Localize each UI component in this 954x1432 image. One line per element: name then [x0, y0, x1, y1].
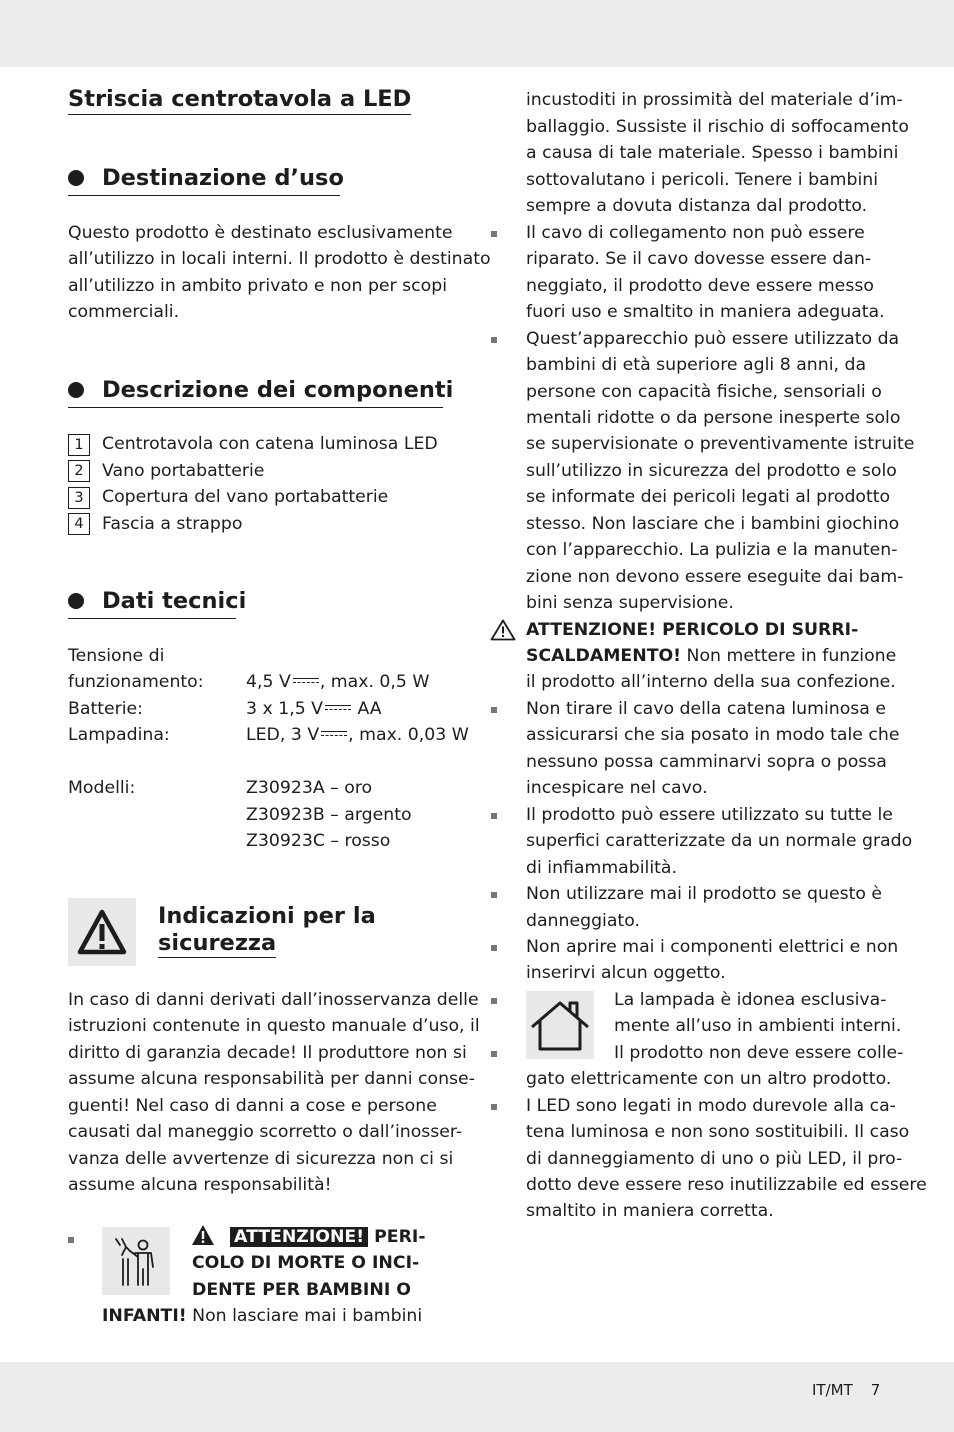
house-icon-box	[526, 991, 594, 1059]
paragraph-line: guenti! Nel caso di danni a cose e persone	[68, 1096, 437, 1116]
bullet-dot	[68, 593, 84, 609]
house-icon	[526, 991, 594, 1059]
spec-label: Tensione di	[68, 646, 165, 666]
section-heading-components	[68, 377, 454, 411]
child-warning-icon	[102, 1227, 170, 1295]
bullet-text-line: tena luminosa e non sono sostituibili. Il caso	[526, 1122, 910, 1142]
warning-triangle-icon	[68, 898, 136, 966]
spec-label: funzionamento:	[68, 672, 204, 692]
bullet-square	[491, 1051, 497, 1057]
warning-triangle-icon	[490, 619, 516, 641]
bullet-text-line: La lampada è idonea esclusiva-	[614, 990, 887, 1010]
bullet-text-line: zione non devono essere eseguite dai bam-	[526, 567, 904, 587]
paragraph-line: sottovalutano i pericoli. Tenere i bambini	[526, 170, 879, 190]
bullet-text-line: dotto deve essere reso inutilizzabile ed essere	[526, 1175, 927, 1195]
bullet-text-line: mente all’uso in ambienti interni.	[614, 1016, 902, 1036]
spec-label: Lampadina:	[68, 725, 170, 745]
paragraph-line: In caso di danni derivati dall’inosservanza delle	[68, 990, 479, 1010]
paragraph-line: Questo prodotto è destinato esclusivamente	[68, 223, 453, 243]
child-warning-line3: DENTE PER BAMBINI O	[192, 1280, 411, 1300]
component-label: Fascia a strappo	[102, 514, 243, 534]
model-value: Z30923B – argento	[246, 805, 412, 825]
overheat-warning-line3: il prodotto all’interno della sua confezione.	[526, 672, 896, 692]
bullet-square	[491, 998, 497, 1004]
paragraph-line: causati dal maneggio scorretto o dall’inosser-	[68, 1122, 463, 1142]
child-warning-line2: COLO DI MORTE O INCI-	[192, 1253, 420, 1273]
bullet-text-line: gato elettricamente con un altro prodotto.	[526, 1069, 892, 1089]
paragraph-line: ballaggio. Sussiste il rischio di soffocamento	[526, 117, 909, 137]
paragraph-line: sempre a dovuta distanza dal prodotto.	[526, 196, 868, 216]
bullet-square	[491, 707, 497, 713]
spec-value-batteries: 3 x 1,5 V AA	[246, 699, 382, 719]
heading-text: Dati tecnici	[102, 588, 247, 614]
bullet-text-line: neggiato, il prodotto deve essere messo	[526, 276, 874, 296]
child-warning-line4: INFANTI! Non lasciare mai i bambini	[102, 1306, 423, 1326]
component-label: Copertura del vano portabatterie	[102, 487, 389, 507]
bullet-square	[491, 337, 497, 343]
dc-symbol-icon	[321, 729, 347, 739]
paragraph-line: assume alcuna responsabilità!	[68, 1175, 332, 1195]
bullet-text-line: di infiammabilità.	[526, 858, 677, 878]
model-value: Z30923C – rosso	[246, 831, 391, 851]
section-heading-intended-use	[68, 165, 348, 199]
spec-value-bulb: LED, 3 V , max. 0,03 W	[246, 725, 469, 745]
component-number: 4	[68, 513, 90, 535]
bullet-text-line: con l’apparecchio. La pulizia e la manuten-	[526, 540, 898, 560]
bullet-text-line: inserirvi alcun oggetto.	[526, 963, 726, 983]
dc-symbol-icon	[325, 703, 351, 713]
bullet-dot	[68, 170, 84, 186]
component-label: Vano portabatterie	[102, 461, 265, 481]
paragraph-line: diritto di garanzia decade! Il produttore non si	[68, 1043, 467, 1063]
bullet-text-line: incespicare nel cavo.	[526, 778, 708, 798]
component-label: Centrotavola con catena luminosa LED	[102, 434, 438, 454]
bullet-text-line: Il prodotto non deve essere colle-	[614, 1043, 904, 1063]
spec-value-tension: 4,5 V , max. 0,5 W	[246, 672, 430, 692]
footer-band	[0, 1362, 954, 1432]
bullet-text-line: Il cavo di collegamento non può essere	[526, 223, 865, 243]
paragraph-line: istruzioni contenute in questo manuale d’uso, il	[68, 1016, 480, 1036]
footer-language: IT/MT	[812, 1381, 853, 1399]
bullet-text-line: superfici caratterizzate da un normale grado	[526, 831, 913, 851]
page-number: 7	[870, 1381, 881, 1399]
bullet-text-line: fuori uso e smaltito in maniera adeguata.	[526, 302, 885, 322]
safety-heading-line2: sicurezza	[158, 930, 277, 956]
safety-heading-line1: Indicazioni per la	[158, 903, 376, 929]
bullet-text-line: Quest’apparecchio può essere utilizzato da	[526, 329, 900, 349]
bullet-text-line: smaltito in maniera corretta.	[526, 1201, 774, 1221]
attention-badge: ATTENZIONE!	[230, 1227, 368, 1247]
paragraph-line: a causa di tale materiale. Spesso i bambini	[526, 143, 899, 163]
paragraph-line: assume alcuna responsabilità per danni conse-	[68, 1069, 475, 1089]
main-title: Striscia centrotavola a LED	[68, 86, 411, 115]
component-number: 2	[68, 460, 90, 482]
warning-triangle-icon	[192, 1225, 214, 1245]
bullet-text-line: Non aprire mai i componenti elettrici e non	[526, 937, 899, 957]
paragraph-line: incustoditi in prossimità del materiale d’im-	[526, 90, 903, 110]
header-band	[0, 0, 954, 67]
bullet-square	[491, 1104, 497, 1110]
bullet-square	[491, 813, 497, 819]
spec-label: Modelli:	[68, 778, 136, 798]
overheat-warning-line1: ATTENZIONE! PERICOLO DI SURRI-	[526, 620, 859, 640]
bullet-text-line: persone con capacità fisiche, sensoriali o	[526, 382, 882, 402]
paragraph-line: all’utilizzo in locali interni. Il prodotto è destinato	[68, 249, 491, 269]
bullet-square	[491, 892, 497, 898]
heading-text: Destinazione d’uso	[102, 165, 344, 191]
bullet-text-line: nessuno possa camminarvi sopra o possa	[526, 752, 887, 772]
overheat-warning-line2: SCALDAMENTO! Non mettere in funzione	[526, 646, 897, 666]
component-number: 1	[68, 434, 90, 456]
component-number: 3	[68, 487, 90, 509]
bullet-square	[491, 945, 497, 951]
bullet-text-line: Non utilizzare mai il prodotto se questo è	[526, 884, 883, 904]
bullet-text-line: se supervisionate o preventivamente istruite	[526, 434, 915, 454]
bullet-text-line: bini senza supervisione.	[526, 593, 734, 613]
section-heading-technical-data	[68, 588, 248, 622]
bullet-text-line: di danneggiamento di uno o più LED, il pro-	[526, 1149, 903, 1169]
dc-symbol-icon	[293, 676, 319, 686]
spec-label: Batterie:	[68, 699, 143, 719]
model-value: Z30923A – oro	[246, 778, 373, 798]
bullet-text-line: se informate dei pericoli legati al prodotto	[526, 487, 891, 507]
bullet-text-line: Il prodotto può essere utilizzato su tutte le	[526, 805, 893, 825]
bullet-text-line: stesso. Non lasciare che i bambini giochino	[526, 514, 900, 534]
bullet-text-line: danneggiato.	[526, 911, 640, 931]
paragraph-line: all’utilizzo in ambito privato e non per scopi	[68, 276, 447, 296]
bullet-square	[491, 231, 497, 237]
warning-icon-box	[68, 898, 136, 966]
bullet-square	[68, 1237, 74, 1243]
paragraph-line: vanza delle avvertenze di sicurezza non ci si	[68, 1149, 454, 1169]
child-icon-box	[102, 1227, 170, 1295]
bullet-text-line: sull’utilizzo in sicurezza del prodotto e solo	[526, 461, 897, 481]
bullet-text-line: I LED sono legati in modo durevole alla ca-	[526, 1096, 896, 1116]
bullet-text-line: mentali ridotte o da persone inesperte solo	[526, 408, 901, 428]
bullet-text-line: Non tirare il cavo della catena luminosa e	[526, 699, 887, 719]
paragraph-line: commerciali.	[68, 302, 180, 322]
bullet-dot	[68, 382, 84, 398]
heading-text: Descrizione dei componenti	[102, 377, 454, 403]
bullet-text-line: bambini di età superiore agli 8 anni, da	[526, 355, 867, 375]
child-warning-line1: ATTENZIONE! PERI-	[192, 1224, 426, 1251]
bullet-text-line: assicurarsi che sia posato in modo tale che	[526, 725, 900, 745]
bullet-text-line: riparato. Se il cavo dovesse essere dan-	[526, 249, 872, 269]
page-footer	[812, 1381, 880, 1399]
